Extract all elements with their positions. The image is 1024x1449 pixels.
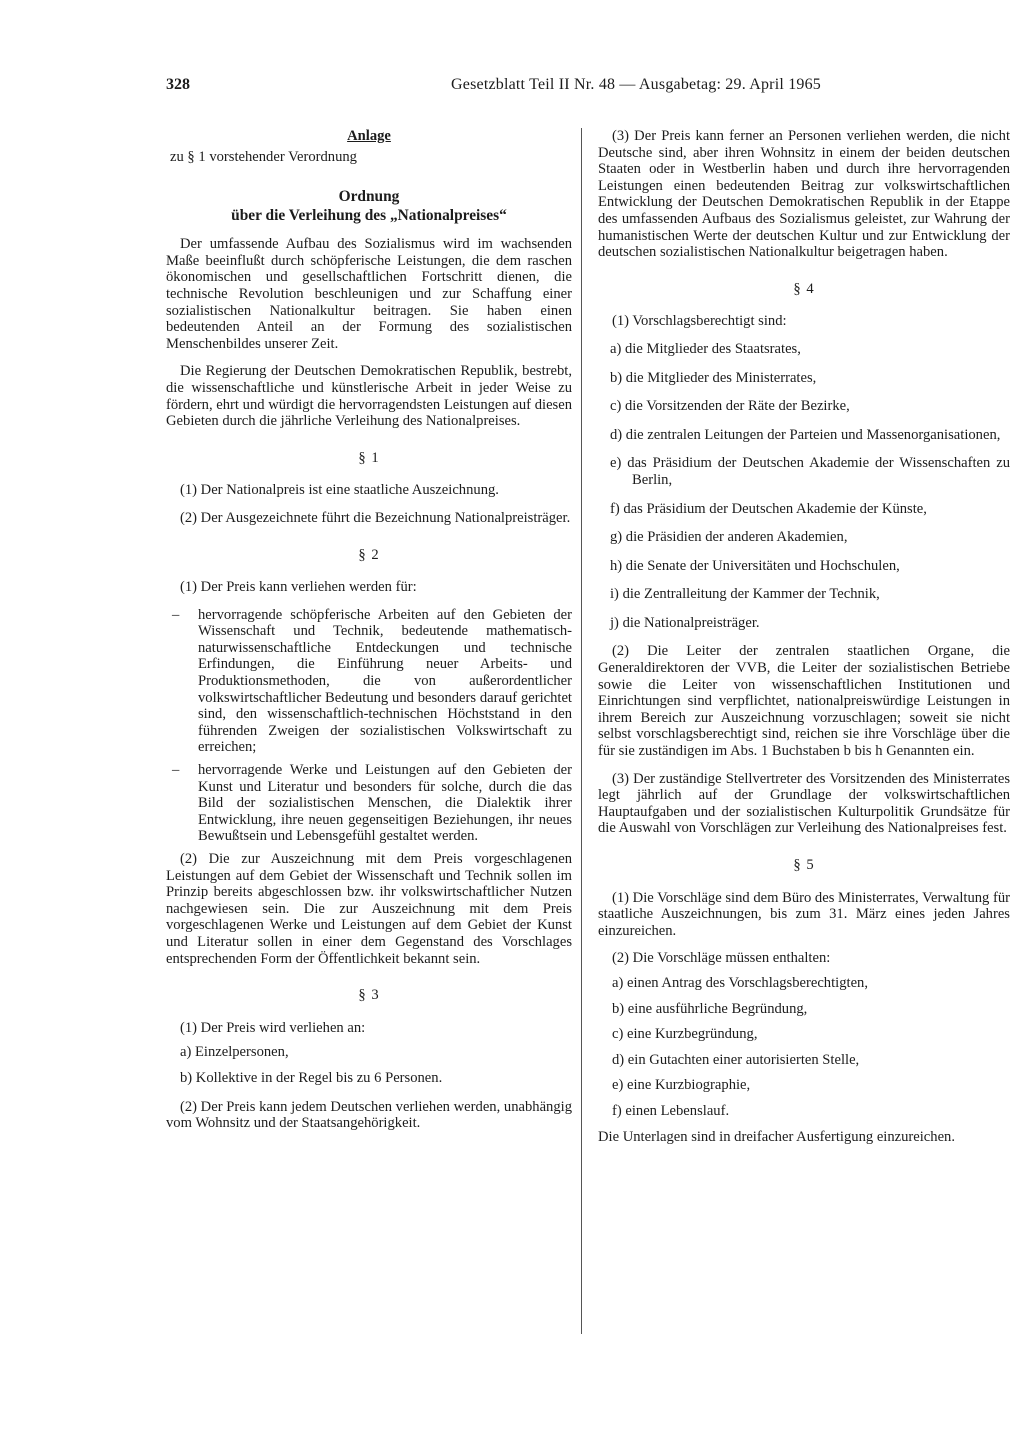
page-number: 328 — [166, 76, 190, 93]
annex-subheading: zu § 1 vorstehender Verordnung — [170, 148, 357, 165]
list-item: a) Einzelpersonen, — [180, 1044, 289, 1061]
dash-item-text: hervorragende schöpferische Arbeiten auf den Gebieten der Wissenschaft und Technik, bedeutende mathematisch-naturwissenschaftliche Entdeckungen und technische Erfindungen, die Einführung neuer Arbeits- und Produktionsmethoden, die von außerordentlicher volkswirtschaftlicher Bedeutung und besonders darauf gerichtet sind, den wissenschaftlich-technischen Höchststand in den führenden Zweigen der sozialistischen Volkswirtschaft zu erreichen; — [198, 606, 572, 756]
page-header — [166, 76, 821, 102]
list-item: c) die Vorsitzenden der Räte der Bezirke, — [610, 398, 850, 415]
order-subtitle: über die Verleihung des „Nationalpreises“ — [231, 207, 507, 225]
annex-heading: Anlage — [347, 128, 391, 144]
dash-marker: – — [172, 762, 180, 779]
section-2-heading: § 2 — [358, 546, 380, 563]
list-item: f) das Präsidium der Deutschen Akademie der Künste, — [610, 500, 927, 517]
dash-marker: – — [172, 606, 180, 623]
section-1-paragraph-2: (2) Der Ausgezeichnete führt die Bezeichnung Nationalpreisträger. — [180, 509, 571, 526]
section-4-paragraph-1: (1) Vorschlagsberechtigt sind: — [612, 313, 787, 330]
section-1-heading: § 1 — [358, 449, 380, 466]
list-item: d) die zentralen Leitungen der Parteien und Massenorganisationen, — [610, 426, 1001, 443]
list-item: c) eine Kurzbegründung, — [612, 1026, 758, 1043]
section-2-dash-item — [166, 762, 572, 845]
section-5-heading: § 5 — [793, 857, 815, 873]
list-item: b) die Mitglieder des Ministerrates, — [610, 369, 817, 386]
section-4-paragraph-2: (2) Die Leiter der zentralen staatlichen Organe, die Generaldirektoren der VVB, die Leiter der sozialistischen Betriebe sowie die Leiter von wissenschaftlichen Institutionen und Einrichtungen sind verpflichtet, nationalpreiswürdige Leistungen in ihrem Bereich zur Auszeichnung vorzuschlagen; soweit sie nicht selbst vorschlagsberechtigt sind, reichen sie ihre Vorschläge über die für sie zuständigen im Abs. 1 Buchstaben b bis h Genannten ein. — [598, 643, 1010, 760]
column-divider — [581, 128, 582, 1334]
intro-paragraph-1: Der umfassende Aufbau des Sozialismus wird im wachsenden Maße beeinflußt durch schöpferische Leistungen, die dem raschen ökonomischen und gesellschaftlichen Fortschritt dienen, die technische Revolution beschleunigen und zur Schaffung einer sozialistischen Nationalkultur beitragen. Sie haben einen bedeutenden Anteil an der Formung des sozialistischen Menschenbildes unserer Zeit. — [166, 236, 572, 352]
section-3-paragraph-3: (3) Der Preis kann ferner an Personen verliehen werden, die nicht Deutsche sind, aber ihren Wohnsitz in einem der beiden deutschen Staaten oder in Westberlin haben und durch ihre hervorragenden Leistungen einen bedeutenden Beitrag zur volkswirtschaftlichen Entwicklung der Deutschen Demokratischen Republik in der Etappe des umfassenden Aufbaus des Sozialismus geleistet, zur Wahrung der humanistischen Werte der deutschen Kultur und zur Entwicklung der deutschen sozialistischen Nationalkultur beigetragen haben. — [598, 128, 1010, 261]
section-1-paragraph-1: (1) Der Nationalpreis ist eine staatliche Auszeichnung. — [180, 482, 499, 499]
list-item: b) Kollektive in der Regel bis zu 6 Personen. — [180, 1069, 443, 1086]
list-item: e) eine Kurzbiographie, — [612, 1077, 751, 1094]
order-title: Ordnung — [338, 188, 400, 206]
section-5-paragraph-2: (2) Die Vorschläge müssen enthalten: — [612, 950, 831, 967]
list-item: a) die Mitglieder des Staatsrates, — [610, 340, 801, 357]
gazette-header-title: Gesetzblatt Teil II Nr. 48 — Ausgabetag: 29. April 1965 — [451, 76, 821, 93]
section-4-paragraph-3: (3) Der zuständige Stellvertreter des Vorsitzenden des Ministerrates legt jährlich auf der Grundlage der volkswirtschaftlichen Hauptaufgaben und der sozialistischen Kulturpolitik Grundsätze für die Auswahl von Vorschlägen zur Verleihung des Nationalpreises fest. — [598, 770, 1010, 837]
section-3-paragraph-2: (2) Der Preis kann jedem Deutschen verliehen werden, unabhängig vom Wohnsitz und der Staatsangehörigkeit. — [166, 1098, 572, 1132]
right-column — [598, 128, 1010, 1156]
dash-item-text: hervorragende Werke und Leistungen auf den Gebieten der Kunst und Literatur und besonders für solche, durch die das Bild der sozialistischen Menschen, die Dialektik ihrer Entwicklung, ihre neuen gegenseitigen Beziehungen, ihr neues Bewußtsein und Lebensgefühl gestaltet werden. — [198, 762, 572, 845]
list-item: b) eine ausführliche Begründung, — [612, 1000, 808, 1017]
section-5-paragraph-1: (1) Die Vorschläge sind dem Büro des Ministerrates, Verwaltung für staatliche Auszeichnungen, bis zum 31. März eines jeden Jahres einzureichen. — [598, 889, 1011, 939]
list-item: f) einen Lebenslauf. — [612, 1102, 730, 1119]
list-item: i) die Zentralleitung der Kammer der Technik, — [610, 586, 880, 603]
intro-paragraph-2: Die Regierung der Deutschen Demokratischen Republik, bestrebt, die wissenschaftliche und künstlerische Arbeit in jeder Weise zu fördern, ehrt und würdigt die hervorragendsten Leistungen auf diesen Gebieten durch die jährliche Verleihung des Nationalpreises. — [166, 363, 572, 430]
section-2-paragraph-2: (2) Die zur Auszeichnung mit dem Preis vorgeschlagenen Leistungen auf dem Gebiet der Wissenschaft und Technik sollen im Prinzip bereits abgeschlossen bzw. ihr volkswirtschaftlicher Nutzen nachgewiesen sein. Die zur Auszeichnung mit dem Preis vorgeschlagenen Werke und Leistungen auf dem Gebiet der Kunst und Literatur sollen in einer dem Gegenstand des Vorschlages entsprechenden Form der Öffentlichkeit bekannt sein. — [166, 851, 572, 967]
list-item: j) die Nationalpreisträger. — [610, 614, 760, 631]
section-2-dash-item — [166, 607, 572, 756]
section-3-heading: § 3 — [358, 987, 380, 1004]
section-5-paragraph-3: Die Unterlagen sind in dreifacher Ausfertigung einzureichen. — [598, 1128, 956, 1145]
list-item: e) das Präsidium der Deutschen Akademie der Wissenschaften zu Berlin, — [610, 455, 1010, 488]
section-2-paragraph-1: (1) Der Preis kann verliehen werden für: — [180, 579, 417, 596]
section-4-heading: § 4 — [793, 280, 815, 297]
list-item: g) die Präsidien der anderen Akademien, — [610, 529, 848, 546]
list-item: h) die Senate der Universitäten und Hochschulen, — [610, 557, 900, 574]
list-item: a) einen Antrag des Vorschlagsberechtigten, — [612, 974, 868, 991]
left-column — [166, 128, 572, 1143]
section-3-paragraph-1: (1) Der Preis wird verliehen an: — [180, 1019, 366, 1036]
list-item: d) ein Gutachten einer autorisierten Stelle, — [612, 1051, 860, 1068]
